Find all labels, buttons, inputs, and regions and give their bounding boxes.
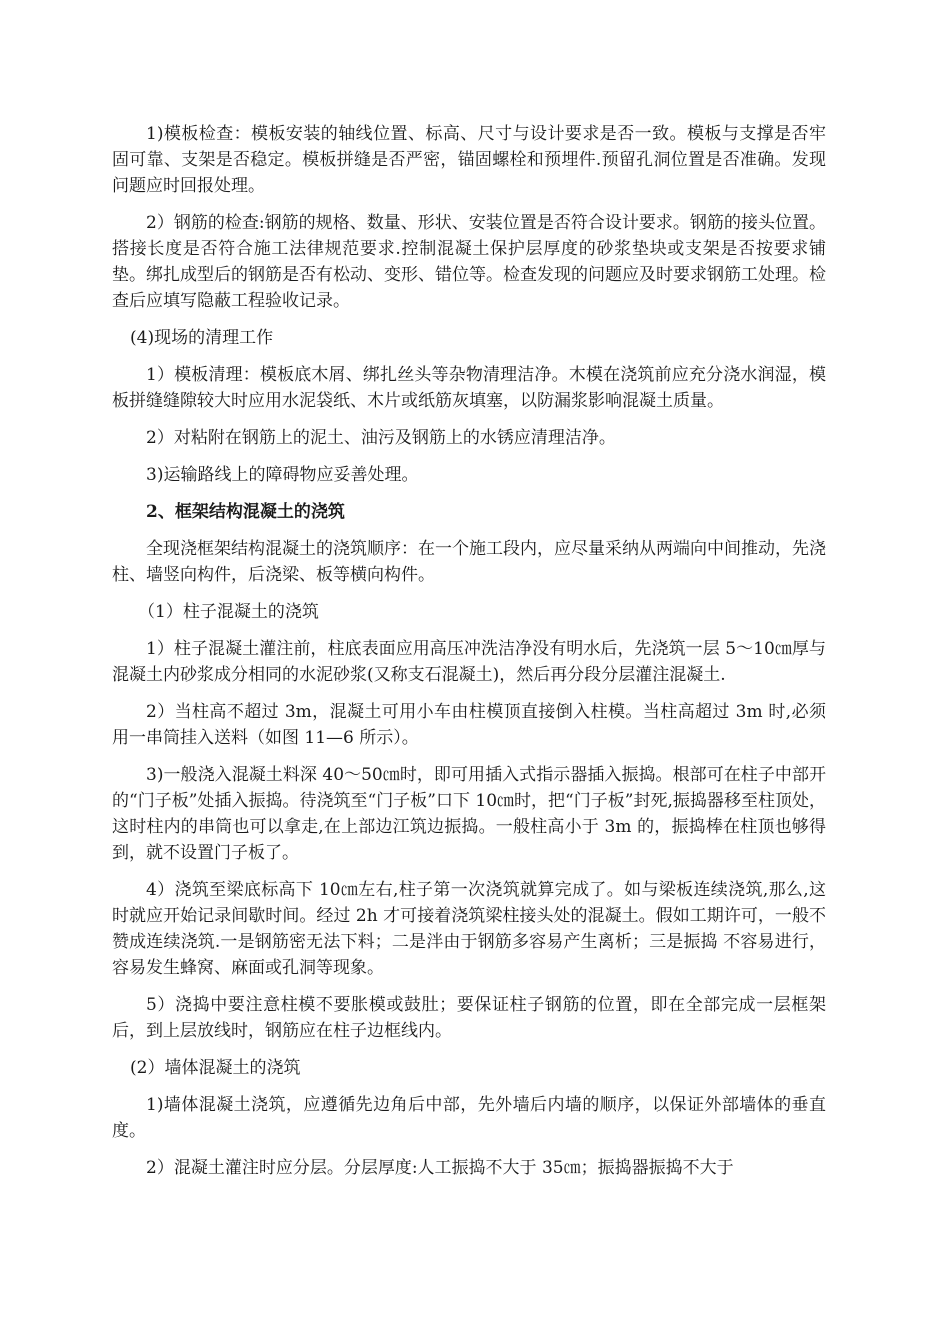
- paragraph-rebar-cleanup: 2）对粘附在钢筋上的泥土、油污及钢筋上的水锈应清理洁净。: [146, 428, 616, 448]
- document-page: [112, 121, 826, 1192]
- paragraph-route-obstacles: 3)运输路线上的障碍物应妥善处理。: [146, 465, 419, 485]
- subheading-wall-pouring: (2）墙体混凝土的浇筑: [130, 1058, 301, 1078]
- paragraph-column-step-2: 2）当柱高不超过 3m，混凝土可用小车由柱模顶直接倒入柱模。当柱高超过 3m 时,必须用一串筒挂入送料（如图 11—6 所示）。: [112, 702, 826, 748]
- paragraph-pouring-order: 全现浇框架结构混凝土的浇筑顺序：在一个施工段内，应尽量采纳从两端向中间推动，先浇柱、墙竖向构件，后浇梁、板等横向构件。: [112, 539, 826, 585]
- subheading-site-cleanup: (4)现场的清理工作: [130, 328, 274, 348]
- paragraph-wall-step-2: 2）混凝土灌注时应分层。分层厚度:人工振捣不大于 35㎝；振捣器振捣不大于: [146, 1158, 734, 1178]
- paragraph-column-step-4: 4）浇筑至梁底标高下 10㎝左右,柱子第一次浇筑就算完成了。如与梁板连续浇筑,那么,这时就应开始记录间歇时间。经过 2h 才可接着浇筑梁柱接头处的混凝土。假如工期许可，一般不赞成连续浇筑.一是钢筋密无法下料；二是泮由于钢筋多容易产生离析；三是振捣 不容易进行，容易发生蜂窝、麻面或孔洞等现象。: [112, 880, 826, 978]
- paragraph-formwork-cleanup: 1）模板清理：模板底木屑、绑扎丝头等杂物清理洁净。木模在浇筑前应充分浇水润湿，模板拼缝缝隙较大时应用水泥袋纸、木片或纸筋灰填塞，以防漏浆影响混凝土质量。: [112, 365, 826, 411]
- section-heading-frame-pouring: 2、框架结构混凝土的浇筑: [146, 502, 345, 522]
- subheading-column-pouring: （1）柱子混凝土的浇筑: [138, 602, 319, 622]
- paragraph-wall-step-1: 1)墙体混凝土浇筑，应遵循先边角后中部，先外墙后内墙的顺序，以保证外部墙体的垂直度。: [112, 1095, 826, 1141]
- paragraph-column-step-5: 5）浇捣中要注意柱模不要胀模或鼓肚；要保证柱子钢筋的位置，即在全部完成一层框架后，到上层放线时，钢筋应在柱子边框线内。: [112, 995, 826, 1041]
- paragraph-column-step-1: 1）柱子混凝土灌注前，柱底表面应用高压冲洗洁净没有明水后，先浇筑一层 5～10㎝厚与混凝土内砂浆成分相同的水泥砂浆(又称支石混凝土)，然后再分段分层灌注混凝土.: [112, 639, 826, 685]
- paragraph-rebar-check: 2）钢筋的检查:钢筋的规格、数量、形状、安装位置是否符合设计要求。钢筋的接头位置。搭接长度是否符合施工法律规范要求.控制混凝土保护层厚度的砂浆垫块或支架是否按要求铺垫。绑扎成型后的钢筋是否有松动、变形、错位等。检查发现的问题应及时要求钢筋工处理。检查后应填写隐蔽工程验收记录。: [112, 213, 826, 311]
- paragraph-formwork-check: 1)模板检查：模板安装的轴线位置、标高、尺寸与设计要求是否一致。模板与支撑是否牢固可靠、支架是否稳定。模板拼缝是否严密，锚固螺栓和预埋件.预留孔洞位置是否准确。发现问题应时回报处理。: [112, 124, 826, 196]
- paragraph-column-step-3: 3)一般浇入混凝土料深 40～50㎝时，即可用插入式指示器插入振捣。根部可在柱子中部开的“门子板”处插入振捣。待浇筑至“门子板”口下 10㎝时，把“门子板”封死,振捣器移至柱顶处，这时柱内的串筒也可以拿走,在上部边江筑边振捣。一般柱高小于 3m 的，振捣棒在柱顶也够得到，就不设置门子板了。: [112, 765, 826, 863]
